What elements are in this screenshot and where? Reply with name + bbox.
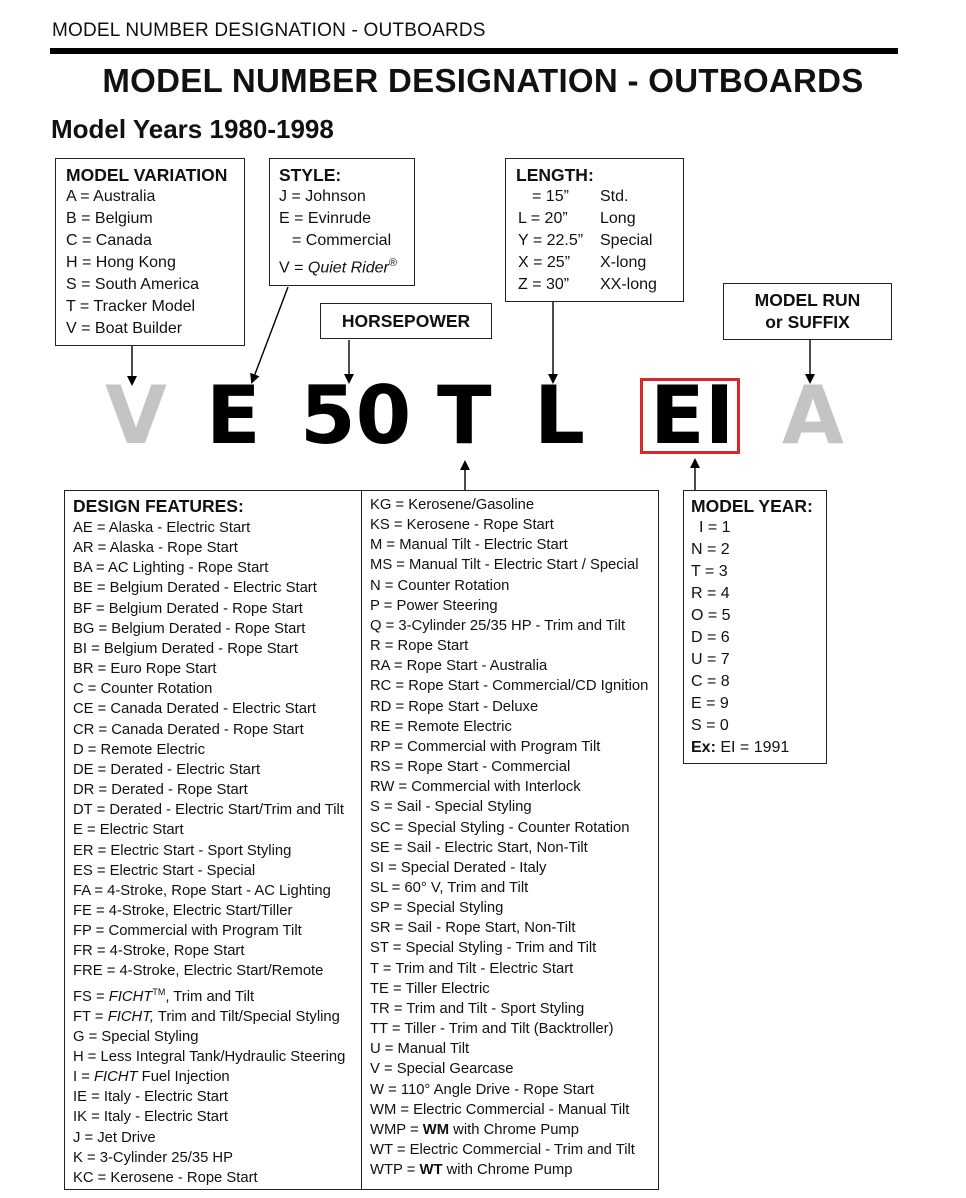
model-year-box	[683, 490, 827, 764]
design-feature-item: KS = Kerosene - Rope Start	[370, 517, 554, 534]
design-feature-item: V = Special Gearcase	[370, 1061, 514, 1078]
design-feature-item: RC = Rope Start - Commercial/CD Ignition	[370, 678, 649, 695]
design-feature-item: T = Trim and Tilt - Electric Start	[370, 960, 574, 977]
running-header: MODEL NUMBER DESIGNATION - OUTBOARDS	[52, 20, 486, 41]
design-feature-item: AR = Alaska - Rope Start	[73, 540, 238, 557]
model-variation-item: A = Australia	[66, 188, 156, 205]
length-desc: Long	[600, 210, 636, 227]
length-code: Z = 30”	[518, 276, 570, 293]
design-feature-item: FRE = 4-Stroke, Electric Start/Remote	[73, 963, 324, 980]
length-code: Y = 22.5”	[518, 232, 584, 249]
design-feature-item: SP = Special Styling	[370, 900, 504, 917]
style-heading: STYLE:	[279, 165, 342, 185]
design-feature-item: ES = Electric Start - Special	[73, 862, 256, 879]
design-feature-item: RD = Rope Start - Deluxe	[370, 698, 539, 715]
design-feature-item: FA = 4-Stroke, Rope Start - AC Lighting	[73, 882, 331, 899]
model-variation-item: C = Canada	[66, 232, 152, 249]
design-feature-bold-code: WT	[419, 1162, 443, 1179]
model-year-item: D = 6	[691, 629, 730, 646]
model-variation-item: B = Belgium	[66, 210, 153, 227]
model-year-heading: MODEL YEAR:	[691, 496, 813, 516]
model-variation-item: V = Boat Builder	[66, 320, 183, 337]
design-feature-item: BE = Belgium Derated - Electric Start	[73, 580, 317, 597]
design-feature-item: BG = Belgium Derated - Rope Start	[73, 620, 306, 637]
design-feature-desc: with Chrome Pump	[442, 1162, 573, 1179]
model-variation-item: S = South America	[66, 276, 199, 293]
design-feature-item: P = Power Steering	[370, 597, 498, 614]
design-feature-item: J = Jet Drive	[73, 1129, 156, 1146]
model-number-length-letter: L	[534, 369, 585, 462]
style-item: E = Evinrude	[279, 210, 372, 227]
ficht-brand: FICHT,	[107, 1008, 154, 1025]
design-feature-item: RP = Commercial with Program Tilt	[370, 738, 601, 755]
model-variation-item: T = Tracker Model	[66, 298, 196, 315]
design-feature-item: E = Electric Start	[73, 822, 184, 839]
length-desc: X-long	[600, 254, 647, 271]
design-feature-item: KC = Kerosene - Rope Start	[73, 1169, 258, 1186]
design-feature-item: TT = Tiller - Trim and Tilt (Backtroller)	[370, 1021, 614, 1038]
design-feature-item: KG = Kerosene/Gasoline	[370, 497, 535, 513]
model-year-item: I = 1	[699, 519, 731, 536]
model-year-example	[691, 737, 826, 759]
design-feature-item: WM = Electric Commercial - Manual Tilt	[370, 1101, 630, 1118]
design-feature-desc: , Trim and Tilt	[165, 988, 255, 1005]
model-number-horsepower: 50	[300, 369, 412, 462]
page-title: MODEL NUMBER DESIGNATION - OUTBOARDS	[102, 62, 864, 99]
design-feature-item	[73, 1007, 361, 1027]
design-features-box	[64, 490, 362, 1190]
model-year-item: S = 0	[691, 717, 729, 734]
style-quiet-prefix: V =	[279, 259, 308, 277]
model-run-heading-line1: MODEL RUN	[754, 290, 861, 310]
length-desc: Std.	[600, 188, 629, 205]
length-heading: LENGTH:	[516, 165, 594, 185]
model-year-item: R = 4	[691, 585, 730, 602]
design-feature-item: IK = Italy - Electric Start	[73, 1109, 228, 1126]
design-feature-item	[370, 1160, 658, 1180]
model-variation-item: H = Hong Kong	[66, 254, 176, 271]
ficht-brand: FICHT	[108, 988, 153, 1005]
design-feature-code: FS =	[73, 988, 109, 1005]
page-subtitle: Model Years 1980-1998	[51, 114, 334, 144]
design-feature-item: DT = Derated - Electric Start/Trim and Tilt	[73, 802, 344, 819]
design-feature-item: Q = 3-Cylinder 25/35 HP - Trim and Tilt	[370, 617, 626, 634]
design-feature-item	[73, 982, 361, 1007]
ficht-brand: FICHT	[93, 1069, 138, 1086]
horsepower-heading: HORSEPOWER	[341, 311, 471, 331]
design-feature-item: CR = Canada Derated - Rope Start	[73, 721, 304, 738]
design-feature-code: WMP =	[370, 1121, 423, 1138]
design-feature-item: RA = Rope Start - Australia	[370, 658, 548, 675]
design-feature-code: WTP =	[370, 1162, 420, 1179]
design-feature-item: H = Less Integral Tank/Hydraulic Steering	[73, 1048, 346, 1065]
design-feature-item: ST = Special Styling - Trim and Tilt	[370, 940, 597, 957]
design-feature-item	[370, 1120, 658, 1140]
style-item: J = Johnson	[279, 188, 366, 205]
length-code: X = 25”	[518, 254, 571, 271]
registered-mark: ®	[388, 257, 397, 269]
design-feature-desc: with Chrome Pump	[449, 1121, 579, 1138]
model-number-suffix-letter: A	[782, 369, 844, 462]
design-feature-item: TE = Tiller Electric	[370, 980, 490, 997]
design-feature-item	[73, 1067, 361, 1087]
arrow-style	[252, 287, 288, 382]
trademark-mark: TM	[152, 986, 166, 997]
model-year-item: E = 9	[691, 695, 729, 712]
design-feature-item: FP = Commercial with Program Tilt	[73, 923, 302, 940]
design-features-box-continued	[361, 490, 659, 1190]
length-desc: Special	[600, 232, 653, 249]
length-code: L = 20”	[518, 210, 568, 227]
design-feature-item: BA = AC Lighting - Rope Start	[73, 560, 269, 577]
model-number-style-letter: E	[206, 369, 261, 462]
design-feature-item: RS = Rope Start - Commercial	[370, 759, 571, 776]
model-year-example-value: EI = 1991	[715, 739, 790, 756]
model-year-item: T = 3	[691, 563, 728, 580]
design-feature-item: SE = Sail - Electric Start, Non-Tilt	[370, 839, 588, 856]
style-quiet-name: Quiet Rider	[307, 259, 389, 277]
model-number-year-code: EI	[650, 369, 735, 462]
design-feature-item: TR = Trim and Tilt - Sport Styling	[370, 1000, 585, 1017]
model-year-item: U = 7	[691, 651, 730, 668]
design-feature-item: FR = 4-Stroke, Rope Start	[73, 943, 245, 960]
length-code: = 15”	[532, 188, 569, 205]
design-feature-item: BI = Belgium Derated - Rope Start	[73, 640, 298, 657]
model-variation-heading: MODEL VARIATION	[66, 165, 228, 185]
design-feature-item: SI = Special Derated - Italy	[370, 859, 547, 876]
design-feature-item: BR = Euro Rope Start	[73, 661, 217, 678]
design-feature-item: M = Manual Tilt - Electric Start	[370, 537, 568, 554]
model-year-item: O = 5	[691, 607, 731, 624]
design-features-heading: DESIGN FEATURES:	[73, 496, 244, 516]
model-number-design-letter: T	[437, 369, 492, 462]
design-feature-item: IE = Italy - Electric Start	[73, 1089, 228, 1106]
design-feature-item: K = 3-Cylinder 25/35 HP	[73, 1149, 233, 1166]
design-feature-item: CE = Canada Derated - Electric Start	[73, 701, 317, 718]
model-year-example-label: Ex:	[691, 739, 716, 756]
design-feature-code: I =	[73, 1069, 94, 1086]
design-feature-item: W = 110° Angle Drive - Rope Start	[370, 1081, 594, 1098]
design-feature-bold-code: WM	[422, 1121, 450, 1138]
model-year-item: C = 8	[691, 673, 730, 690]
style-item: = Commercial	[292, 232, 392, 249]
design-feature-item: SC = Special Styling - Counter Rotation	[370, 819, 630, 836]
design-feature-item: RW = Commercial with Interlock	[370, 779, 581, 796]
model-number-variation-letter: V	[105, 369, 167, 462]
model-year-item: N = 2	[691, 541, 730, 558]
design-feature-item: S = Sail - Special Styling	[370, 799, 532, 816]
design-feature-item: U = Manual Tilt	[370, 1041, 470, 1058]
design-feature-item: BF = Belgium Derated - Rope Start	[73, 600, 303, 617]
design-feature-item: AE = Alaska - Electric Start	[73, 520, 251, 536]
design-feature-item: SL = 60° V, Trim and Tilt	[370, 879, 529, 896]
design-feature-item: N = Counter Rotation	[370, 577, 510, 594]
design-feature-item: RE = Remote Electric	[370, 718, 512, 735]
design-feature-item: ER = Electric Start - Sport Styling	[73, 842, 292, 859]
design-feature-item: C = Counter Rotation	[73, 681, 213, 698]
design-feature-item: DE = Derated - Electric Start	[73, 761, 261, 778]
design-feature-code: FT =	[73, 1008, 108, 1025]
design-feature-item: WT = Electric Commercial - Trim and Tilt	[370, 1142, 635, 1158]
design-feature-item: G = Special Styling	[73, 1028, 199, 1045]
design-feature-desc: Fuel Injection	[137, 1069, 230, 1086]
design-feature-item: R = Rope Start	[370, 638, 469, 655]
design-feature-item: DR = Derated - Rope Start	[73, 782, 248, 799]
model-run-heading-line2: or SUFFIX	[765, 312, 850, 332]
design-feature-item: SR = Sail - Rope Start, Non-Tilt	[370, 920, 576, 937]
design-feature-desc: Trim and Tilt/Special Styling	[154, 1008, 340, 1025]
design-feature-item: MS = Manual Tilt - Electric Start / Special	[370, 557, 639, 574]
design-feature-item: D = Remote Electric	[73, 741, 205, 758]
length-desc: XX-long	[600, 276, 657, 293]
design-feature-item: FE = 4-Stroke, Electric Start/Tiller	[73, 902, 293, 919]
